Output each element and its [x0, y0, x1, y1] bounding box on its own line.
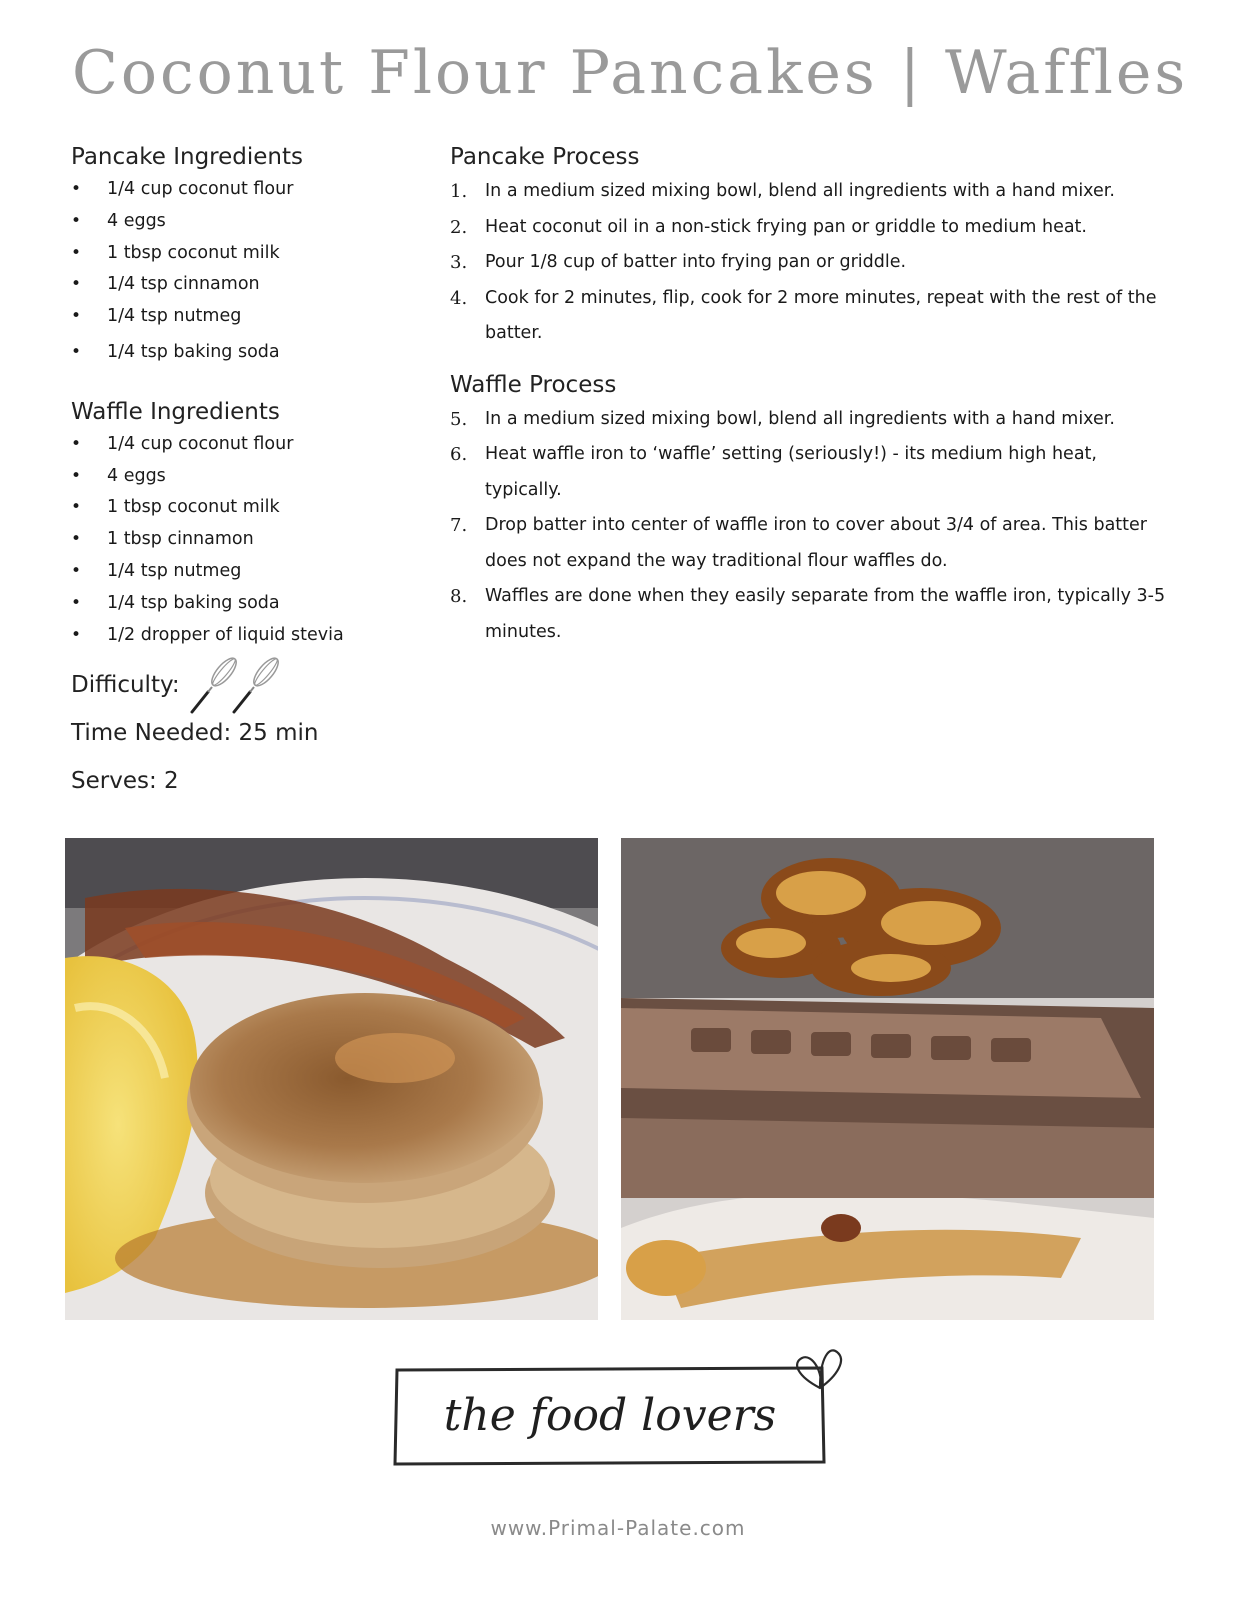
waffle-ingredients	[71, 399, 421, 652]
pancake-ingredients	[71, 144, 421, 369]
list-item: 7. Drop batter into center of waffle iron to cover about 3/4 of area. This batter does not expand the way traditional flour waffles do.	[450, 515, 1147, 571]
list-item: • 1/2 dropper of liquid stevia	[71, 620, 421, 652]
ingredients-column	[71, 144, 421, 805]
waffle-process	[450, 372, 1170, 651]
pancake-steps	[450, 174, 1170, 352]
list-item: 5. In a medium sized mixing bowl, blend all ingredients with a hand mixer.	[450, 408, 1115, 430]
logo-text: the food lovers	[443, 1390, 777, 1441]
whisk-icon	[230, 656, 280, 714]
the-food-lovers-logo	[392, 1348, 852, 1468]
waffle-steps	[450, 402, 1170, 651]
waffle-process-heading: Waffle Process	[450, 371, 617, 398]
list-item: • 1 tbsp coconut milk	[71, 238, 421, 270]
list-item: • 1/4 tsp baking soda	[71, 588, 421, 620]
waffle-photo	[621, 838, 1154, 1320]
list-item: • 1/4 tsp baking soda	[71, 337, 421, 369]
serves: Serves: 2	[71, 768, 179, 795]
list-item: 2. Heat coconut oil in a non-stick frying pan or griddle to medium heat.	[450, 216, 1087, 238]
waffle-ingredients-heading: Waffle Ingredients	[71, 398, 280, 425]
list-item: 3. Pour 1/8 cup of batter into frying pan or griddle.	[450, 252, 907, 273]
list-item: • 1/4 tsp nutmeg	[71, 301, 421, 333]
list-item: • 1/4 tsp cinnamon	[71, 269, 421, 301]
difficulty-row	[71, 661, 421, 709]
list-item: • 4 eggs	[71, 461, 421, 493]
difficulty-label: Difficulty:	[71, 672, 180, 699]
process-column	[450, 144, 1170, 650]
list-item: 1. In a medium sized mixing bowl, blend all ingredients with a hand mixer.	[450, 181, 1115, 202]
website-url: www.Primal-Palate.com	[490, 1516, 746, 1540]
list-item: 6. Heat waffle iron to ‘waffle’ setting (seriously!) - its medium high heat, typically.	[450, 444, 1097, 500]
list-item: • 1 tbsp coconut milk	[71, 492, 421, 524]
pancake-photo	[65, 838, 598, 1320]
pancake-ingredients-heading: Pancake Ingredients	[71, 144, 303, 170]
time-needed: Time Needed: 25 min	[71, 720, 319, 747]
list-item: • 1 tbsp cinnamon	[71, 524, 421, 556]
list-item: • 1/4 cup coconut flour	[71, 429, 421, 461]
list-item: • 1/4 cup coconut flour	[71, 174, 421, 206]
list-item: • 1/4 tsp nutmeg	[71, 556, 421, 588]
list-item: • 4 eggs	[71, 206, 421, 238]
recipe-meta	[71, 661, 421, 805]
waffle-ingredients-list	[71, 429, 421, 652]
pancake-process-heading: Pancake Process	[450, 144, 640, 170]
page-title: Coconut Flour Pancakes | Waffles	[72, 38, 1189, 108]
list-item: 8. Waffles are done when they easily separate from the waffle iron, typically 3-5 minutes.	[450, 586, 1166, 642]
list-item: 4. Cook for 2 minutes, flip, cook for 2 more minutes, repeat with the rest of the batter.	[450, 287, 1157, 343]
pancake-process	[450, 144, 1170, 352]
pancake-ingredients-list	[71, 174, 421, 369]
